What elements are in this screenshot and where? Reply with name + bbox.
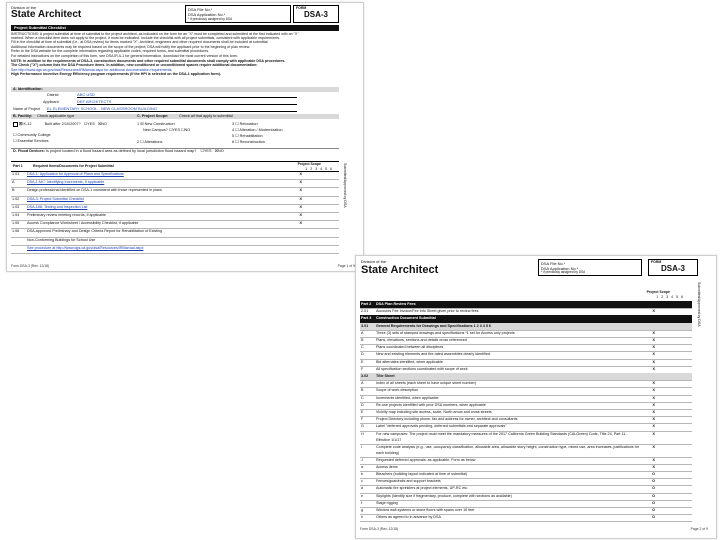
- row-mark[interactable]: X: [652, 424, 655, 429]
- row-mark[interactable]: O: [652, 508, 655, 512]
- row-label: Plans, elevations, sections and details cross referenced: [376, 338, 467, 342]
- table-header: Part 1 Required Items/Documents for Project Submittal Project Scope 123456: [11, 161, 339, 172]
- row-mark[interactable]: X: [652, 464, 655, 469]
- row-mark[interactable]: X: [652, 359, 655, 364]
- row-id: F: [361, 366, 364, 371]
- facility-community-college[interactable]: ☐ Community College: [13, 133, 51, 137]
- row-label: Bid alternates identified, when applicable: [376, 359, 443, 364]
- row-label: Requested deferred approvals, as applicable. Form as below: [376, 457, 476, 462]
- row-mark[interactable]: O: [652, 493, 655, 498]
- row-id: 3.01: [361, 323, 369, 328]
- row-label: Title Sheet: [376, 374, 395, 378]
- footer-page: Page 1 of 9: [337, 264, 355, 268]
- row-id: 3.02: [361, 374, 369, 378]
- row-id: 1.04: [12, 213, 20, 217]
- side-label: Submitted/Approved by DSA: [343, 163, 347, 208]
- instruction-line: Fill in the checklist at time of submittal (i.e., at DSA review) for items marked "X". Architect, engineers and other required documents shall be included at submittal.: [11, 40, 269, 45]
- facility-k12-label: K-12: [23, 122, 32, 126]
- new-campus-label: New Campus?: [143, 128, 168, 132]
- scope-relocation[interactable]: 3 ☐ Relocation: [232, 122, 258, 126]
- flood-yes-option[interactable]: YES: [203, 149, 212, 153]
- new-campus-no: NO: [184, 128, 191, 132]
- facility-essential-services[interactable]: ☐ Essential Services: [13, 139, 49, 143]
- dsa-app-label: DSA Application No.*: [541, 265, 579, 271]
- scope-rehabilitation-label: Rehabilitation: [239, 134, 263, 138]
- row-mark[interactable]: X: [299, 221, 302, 226]
- scope-col: 2: [661, 295, 667, 299]
- flood-no-option[interactable]: NO: [217, 149, 224, 153]
- applicant-label: Applicant: [43, 100, 59, 104]
- row-id: f: [361, 500, 363, 505]
- row-label: Non-Conforming Buildings for School Use: [27, 237, 96, 242]
- facility-cc-label: Community College: [17, 133, 51, 137]
- row-mark[interactable]: O: [652, 472, 655, 476]
- row-id: Part 2: [361, 302, 372, 306]
- form-label: FORM: [651, 260, 662, 264]
- row-label: Increments identified, when applicable: [376, 395, 439, 400]
- footer-form: Form DSA-3 (Rev. 12/18): [11, 264, 50, 268]
- row-label: Bleachers (building layout indicated at time of submittal): [376, 472, 468, 476]
- row-mark[interactable]: X: [652, 444, 655, 449]
- row-mark[interactable]: O: [652, 515, 655, 520]
- row-mark[interactable]: X: [299, 196, 302, 201]
- row-id: 1.05: [12, 221, 20, 226]
- note-link[interactable]: See http://www.dgs.ca.gov/dsa/Resources/IRManual.aspx for additional documentation requirements.: [11, 67, 173, 72]
- built-yes-label: YES: [87, 122, 95, 126]
- agency-title: State Architect: [11, 9, 82, 20]
- row-mark[interactable]: X: [652, 388, 655, 393]
- row-label: DSA-approved Preliminary and Design Criteria Report for Rehabilitation of Existing: [27, 229, 163, 234]
- facility-options: [13, 121, 107, 144]
- dsa-number-box: [185, 5, 291, 23]
- side-label: Submitted/Approved by DSA: [697, 282, 701, 327]
- new-campus-yes: YES: [172, 128, 180, 132]
- table-row: [360, 444, 692, 458]
- row-label: Others as agreed to in advance by DSA: [376, 515, 441, 520]
- row-label: Design professional identified on DSA-1 consistent with those represented in plans: [27, 188, 162, 193]
- row-mark[interactable]: X: [299, 204, 302, 209]
- scope-modernization-label: Alteration / Modernization: [239, 128, 283, 132]
- row-id: D: [361, 402, 364, 407]
- row-mark[interactable]: X: [299, 180, 302, 185]
- form-id: DSA-3: [303, 10, 328, 19]
- row-id: h: [361, 515, 364, 520]
- scope-col: 2: [310, 166, 316, 171]
- instruction-line: marked. When a checklist item does not apply to the project, it must be indicated. Include the checklist with all project submittals, consistent with applicable requirements.: [11, 36, 281, 41]
- row-id: C: [361, 395, 364, 400]
- row-id: A: [361, 381, 364, 386]
- row-label: Complete code analysis (e.g., use, occupancy classification, allowable area, allowable story height, construction type, mixed use, area increases, justifications for each building): [376, 444, 639, 456]
- scope-col: 3: [315, 166, 321, 171]
- dsa-file-label: DSA File No.*: [541, 261, 566, 266]
- note-line: The Check ("X") column lists the DSA Procedure items. In addition, new conditioned or unconditioned spaces require additional documentation:: [11, 63, 258, 68]
- row-mark[interactable]: X: [652, 431, 655, 436]
- row-mark[interactable]: X: [299, 172, 302, 176]
- facility-k12[interactable]: ☒ K-12 Built after 2/10/2007? ☐YES ☒NO: [13, 121, 107, 127]
- row-link[interactable]: DSA-3: Project Submittal Checklist: [27, 196, 84, 201]
- table-row: [360, 431, 692, 445]
- row-id: 1.02: [12, 196, 20, 201]
- row-id: B: [361, 388, 364, 393]
- form-page-1: [6, 2, 364, 272]
- checklist-banner: Project Submittal Checklist: [11, 25, 339, 31]
- row-link[interactable]: DSA-1: Application for Approval of Plans and Specifications: [27, 172, 124, 176]
- row-label: Skylights (identify size if fragmentary, produce, complete with sections as available): [376, 493, 512, 498]
- section-b-heading: B. Facility:: [13, 114, 33, 118]
- row-label: Vicinity map including site access, scale, North arrow and cross streets: [376, 410, 492, 414]
- scope-reconstruction[interactable]: 6 ☐ Reconstruction: [232, 140, 265, 144]
- scope-col: 5: [676, 295, 682, 299]
- row-id: 1.01: [12, 172, 20, 176]
- row-mark[interactable]: X: [652, 366, 655, 371]
- scope-col: 6: [681, 295, 686, 299]
- scope-col: 3: [666, 295, 672, 299]
- row-id: B: [361, 338, 364, 342]
- checkbox-icon[interactable]: [13, 122, 18, 127]
- row-label: DSA Plan Review Fees: [376, 302, 416, 306]
- scope-col: 5: [325, 166, 331, 171]
- row-mark[interactable]: X: [652, 410, 655, 414]
- form-id-box: [293, 5, 339, 23]
- scope-new-construction[interactable]: 1 ☒ New Construction: [137, 122, 175, 126]
- scope-columns: [305, 167, 335, 171]
- scope-reconstruction-label: Reconstruction: [239, 140, 265, 144]
- row-mark[interactable]: X: [299, 188, 302, 193]
- row-id: d: [361, 486, 364, 491]
- row-label: Construction Document Submittal: [376, 316, 436, 321]
- section-d-text: Is project located in a flood hazard area as defined by local jurisdiction flood hazard map?: [45, 149, 197, 153]
- table-title: Required Items/Documents for Project Submittal: [33, 164, 114, 168]
- footer-page: Page 2 of 9: [690, 527, 708, 531]
- row-label: Accounts Fee Invoice/Fee Info Sheet given prior to review fees: [376, 309, 479, 314]
- row-label: For new campuses: The project must meet the mandatory measures of the 2017 California Green Building Standards (CALGreen) Code, Title 24, Part 11 - Effective 1/1/17: [376, 431, 628, 443]
- section-bc-heading: [11, 114, 339, 119]
- row-id: 2.01: [361, 309, 369, 314]
- scope-col: 1: [305, 166, 311, 171]
- project-scope-label: Project Scope: [646, 290, 670, 294]
- row-id: I: [361, 444, 363, 449]
- applicant-field[interactable]: DEF ARCHITECTS: [77, 99, 297, 105]
- scope-col: 4: [671, 295, 677, 299]
- row-label: Access Compliance Worksheet / Accessibility Checklist, if applicable: [27, 221, 139, 226]
- scope-col: 6: [330, 166, 335, 171]
- table-row: [360, 514, 692, 522]
- section-d-heading: D. Flood Devices:: [13, 149, 45, 153]
- note-line: High Performance Incentive Energy Efficiency program requirements (if the HPI is selected on the DSA-1 application form).: [11, 71, 221, 76]
- dsa-note: * if previously assigned by DSA: [188, 17, 233, 21]
- download-note: For detailed instructions on the completion of this form, see DSA IR A-1 for general information, download the most current version of this form.: [11, 54, 238, 59]
- section-c-heading: C. Project Scope:: [137, 114, 169, 118]
- row-id: e: [361, 493, 364, 498]
- row-id: C: [361, 345, 364, 350]
- scope-alterations-label: Alterations: [144, 140, 163, 144]
- row-label: Three (3) sets of stamped drawings and specifications *1 set for Access only projects: [376, 330, 515, 335]
- table-header: [360, 289, 692, 300]
- row-id: H: [361, 431, 364, 436]
- instruction-line: INSTRUCTIONS: A project submittal at time of submittal to the project architect, as indicated on the form for an "X" must be completed and submitted at the first indicated with an "X".: [11, 32, 300, 36]
- row-id: g: [361, 508, 364, 512]
- row-mark[interactable]: O: [652, 500, 655, 505]
- district-field[interactable]: ABC USD: [77, 92, 297, 98]
- scope-alterations[interactable]: 2 ☐ Alterations: [137, 140, 163, 144]
- note-line: NOTE: In addition to the requirements of DSA-3, construction documents and other required submittal documents shall comply with applicable DSA procedures.: [11, 59, 286, 64]
- facility-es-label: Essential Services: [17, 139, 49, 143]
- scope-rehabilitation[interactable]: 5 ☐ Rehabilitation: [232, 134, 263, 138]
- built-no-label: NO: [101, 122, 107, 126]
- row-label: General Requirements for Drawings and Specifications 1 2 3 4 5 6: [376, 323, 491, 328]
- row-id: J: [361, 457, 363, 462]
- row-label: Automatic fire sprinklers at project elements, UP-RC etc.: [376, 486, 469, 491]
- row-mark[interactable]: X: [652, 457, 655, 462]
- district-label: District: [47, 93, 59, 97]
- section-a-heading: A. Identification:: [11, 87, 339, 92]
- scope-options-right: [232, 121, 282, 145]
- project-scope-label: Project Scope: [297, 162, 321, 166]
- row-id: 1.03: [12, 204, 20, 209]
- row-id: 1.06: [12, 229, 20, 234]
- footer-form: Form DSA-3 (Rev. 12/18): [360, 527, 399, 531]
- row-mark[interactable]: O: [652, 479, 655, 484]
- row-mark[interactable]: O: [652, 486, 655, 491]
- form-id-box: [648, 259, 698, 276]
- row-mark[interactable]: X: [652, 330, 655, 335]
- row-mark[interactable]: X: [652, 309, 655, 314]
- scope-options-left: [137, 121, 197, 145]
- row-id: c: [361, 479, 363, 484]
- row-id: Part 3: [361, 316, 372, 321]
- form-label: FORM: [296, 6, 307, 10]
- scope-col: 4: [320, 166, 326, 171]
- row-mark[interactable]: X: [652, 345, 655, 350]
- row-link[interactable]: See procedure at http://www.dgs.ca.gov/dsa/Resources/IRManual.aspx: [27, 245, 144, 250]
- scope-new-label: New Construction: [144, 122, 175, 126]
- instructions: [11, 32, 337, 76]
- row-link[interactable]: DSA-168: Testing and Inspection List: [27, 204, 88, 209]
- row-label: Re-use projects identified with prior DSA numbers, when applicable: [376, 402, 486, 407]
- row-label: Index of all sheets (each sheet to have unique sheet number): [376, 381, 477, 386]
- scope-new-campus[interactable]: New Campus? ☐YES ☐NO: [143, 128, 191, 132]
- dsa-note: * if previously assigned by DSA: [541, 270, 586, 274]
- row-label: All specification sections coordinated with scope of work: [376, 366, 468, 371]
- section-b-hint: Check applicable type: [37, 114, 75, 118]
- division-label: Division of the: [361, 259, 387, 264]
- scope-col: 1: [656, 295, 662, 299]
- row-mark[interactable]: X: [652, 402, 655, 407]
- row-label: Stage rigging: [376, 500, 398, 505]
- instruction-line: Refer to the DSA website for the complete information regarding applicable codes, required forms, and submittal procedures.: [11, 48, 210, 53]
- row-id: a: [361, 464, 364, 469]
- row-id: A: [361, 330, 364, 335]
- row-mark[interactable]: X: [652, 381, 655, 386]
- row-label: New and existing elements and fire-rated assemblies clearly identified: [376, 352, 490, 357]
- row-label: Project Directory including phone, fax and address for owner, architect and consultants: [376, 417, 518, 422]
- scope-relocation-label: Relocation: [239, 122, 258, 126]
- row-id: B: [12, 188, 15, 193]
- row-label: Access items: [376, 464, 398, 469]
- row-id: A: [12, 180, 15, 185]
- instruction-line: Additional information documents may be required based on the scope of the project; DSA will notify the applicant prior to the beginning of plan review.: [11, 44, 251, 49]
- table-row: [11, 245, 339, 254]
- row-label: Label "deferred approvals pending, deferred submittals and separate approvals": [376, 424, 507, 429]
- row-mark[interactable]: X: [652, 352, 655, 357]
- row-mark[interactable]: X: [299, 213, 302, 217]
- row-label: Window wall systems or stone floors with spans over 10 feet: [376, 508, 475, 512]
- row-id: E: [361, 410, 364, 414]
- row-label: Plans coordinated between all disciplines: [376, 345, 444, 350]
- project-field[interactable]: EL ELEMENTARY SCHOOL - NEW CLASSROOM BUILDING: [47, 106, 297, 112]
- row-id: G: [361, 424, 364, 429]
- row-id: F: [361, 417, 364, 422]
- form-id: DSA-3: [660, 264, 685, 273]
- row-link[interactable]: DSA-1.MC: Identifying Increments, if applicable: [27, 180, 105, 185]
- row-mark[interactable]: X: [652, 395, 655, 400]
- row-label: Preliminary review meeting records, if applicable: [27, 213, 107, 217]
- row-label: Scope of work description: [376, 388, 419, 393]
- section-d: D. Flood Devices: Is project located in a flood hazard area as defined by local jurisdiction flood hazard map? ☐YES ☒NO: [11, 148, 339, 160]
- division-label: Division of the: [11, 5, 37, 10]
- dsa-number-box: [538, 259, 642, 276]
- agency-title: State Architect: [361, 264, 439, 276]
- row-id: D: [361, 352, 364, 357]
- row-id: b: [361, 472, 364, 476]
- scope-modernization[interactable]: 4 ☐ Alteration / Modernization: [232, 128, 283, 132]
- dsa-file-label: DSA File No.*: [188, 7, 213, 12]
- row-id: E: [361, 359, 364, 364]
- row-label: Fences/guardrails and support brackets: [376, 479, 441, 484]
- row-mark[interactable]: X: [652, 417, 655, 422]
- built-after-label: Built after 2/10/2007?: [44, 122, 81, 126]
- project-label: Name of Project: [13, 107, 41, 111]
- section-c-hint: Check all that apply to submittal: [179, 114, 233, 118]
- row-mark[interactable]: X: [652, 338, 655, 342]
- scope-columns: [656, 295, 686, 299]
- dsa-app-label: DSA Application No.*: [188, 12, 226, 17]
- form-page-2: [355, 255, 717, 539]
